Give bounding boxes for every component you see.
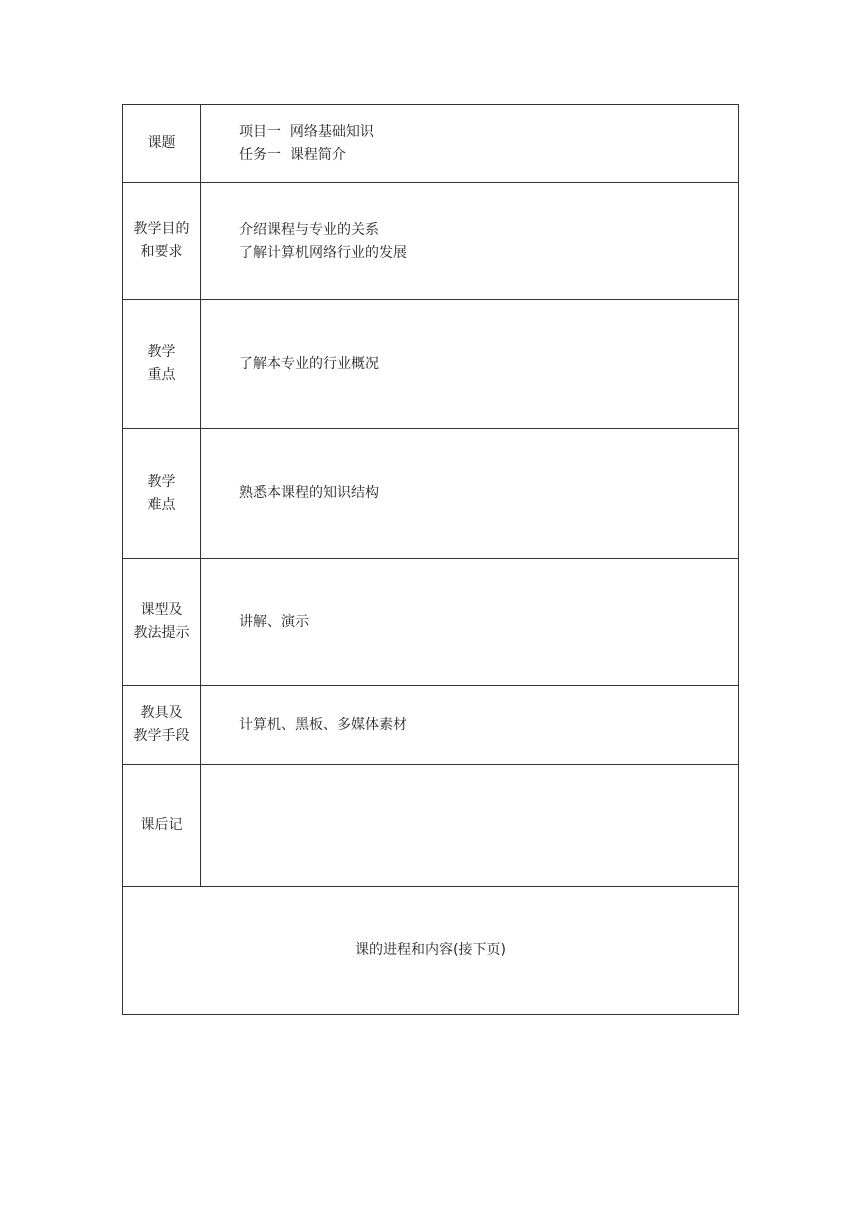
content-teaching-tools: 计算机、黑板、多媒体素材 — [201, 686, 739, 765]
row-footer — [123, 887, 739, 1015]
content-reflection — [201, 765, 739, 887]
content-difficulties: 熟悉本课程的知识结构 — [201, 429, 739, 559]
row-reflection — [123, 765, 739, 887]
content-key-points: 了解本专业的行业概况 — [201, 300, 739, 429]
label-difficulties: 教学 难点 — [123, 429, 201, 559]
row-difficulties — [123, 429, 739, 559]
row-teaching-tools — [123, 686, 739, 765]
lesson-plan-table — [122, 104, 739, 1015]
content-teaching-method: 讲解、演示 — [201, 559, 739, 686]
content-objectives: 介绍课程与专业的关系 了解计算机网络行业的发展 — [201, 183, 739, 300]
label-teaching-method: 课型及 教法提示 — [123, 559, 201, 686]
content-topic: 项目一 网络基础知识 任务一 课程简介 — [201, 105, 739, 183]
label-topic: 课题 — [123, 105, 201, 183]
label-reflection: 课后记 — [123, 765, 201, 887]
row-topic — [123, 105, 739, 183]
label-key-points: 教学 重点 — [123, 300, 201, 429]
footer-note: 课的进程和内容(接下页) — [123, 887, 739, 1015]
label-objectives: 教学目的 和要求 — [123, 183, 201, 300]
row-objectives — [123, 183, 739, 300]
label-teaching-tools: 教具及 教学手段 — [123, 686, 201, 765]
row-key-points — [123, 300, 739, 429]
row-teaching-method — [123, 559, 739, 686]
